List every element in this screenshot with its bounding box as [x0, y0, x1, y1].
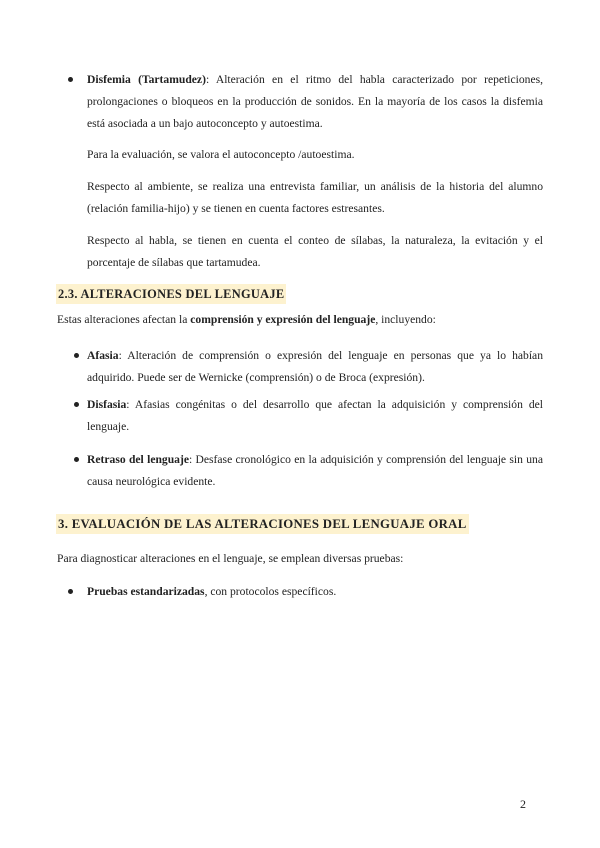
section-2-3-intro: Estas alteraciones afectan la comprensión y expresión del lenguaje, incluyendo:: [57, 313, 436, 326]
bullet-icon: [74, 402, 79, 407]
section-3-intro: Para diagnosticar alteraciones en el lenguaje, se emplean diversas pruebas:: [57, 552, 404, 565]
disfemia-eval-habla: Respecto al habla, se tienen en cuenta el conteo de sílabas, la naturaleza, la evitación y el porcentaje de sílabas que tartamudea.: [87, 234, 543, 269]
disfemia-eval-ambiente: Respecto al ambiente, se realiza una entrevista familiar, un análisis de la historia del alumno (relación familia-hijo) y se tienen en cuenta factores estresantes.: [87, 180, 543, 215]
bullet-icon: [68, 77, 73, 82]
bullet-icon: [74, 457, 79, 462]
section-heading-3: 3. EVALUACIÓN DE LAS ALTERACIONES DEL LENGUAJE ORAL: [56, 514, 469, 534]
bullet-icon: [74, 353, 79, 358]
list-item-retraso: Retraso del lenguaje: Desfase cronológico en la adquisición y comprensión del lenguaje sin una causa neurológica evidente.: [87, 453, 543, 488]
disfemia-eval-autoconcepto: Para la evaluación, se valora el autoconcepto /autoestima.: [87, 148, 355, 161]
page-number: 2: [520, 797, 526, 811]
disfemia-paragraph: [87, 69, 543, 135]
disfemia-term: Disfemia (Tartamudez): [87, 73, 206, 86]
section-heading-2-3: 2.3. ALTERACIONES DEL LENGUAJE: [56, 284, 286, 304]
list-item-disfasia: Disfasia: Afasias congénitas o del desarrollo que afectan la adquisición y comprensión del lenguaje.: [87, 398, 543, 433]
list-item-afasia: Afasia: Alteración de comprensión o expresión del lenguaje en personas que ya lo habían adquirido. Puede ser de Wernicke (comprensión) o de Broca (expresión).: [87, 349, 543, 384]
intro-bold-phrase: comprensión y expresión del lenguaje: [190, 313, 376, 326]
disfemia-text: : Alteración en el ritmo del habla caracterizado por repeticiones, prolongaciones o bloqueos en la producción de sonidos. En la mayoría de los casos la disfemia está asociada a un bajo autoconcepto y autoestima.: [87, 73, 544, 130]
bullet-icon: [68, 589, 73, 594]
list-item-pruebas: Pruebas estandarizadas, con protocolos específicos.: [87, 585, 337, 598]
